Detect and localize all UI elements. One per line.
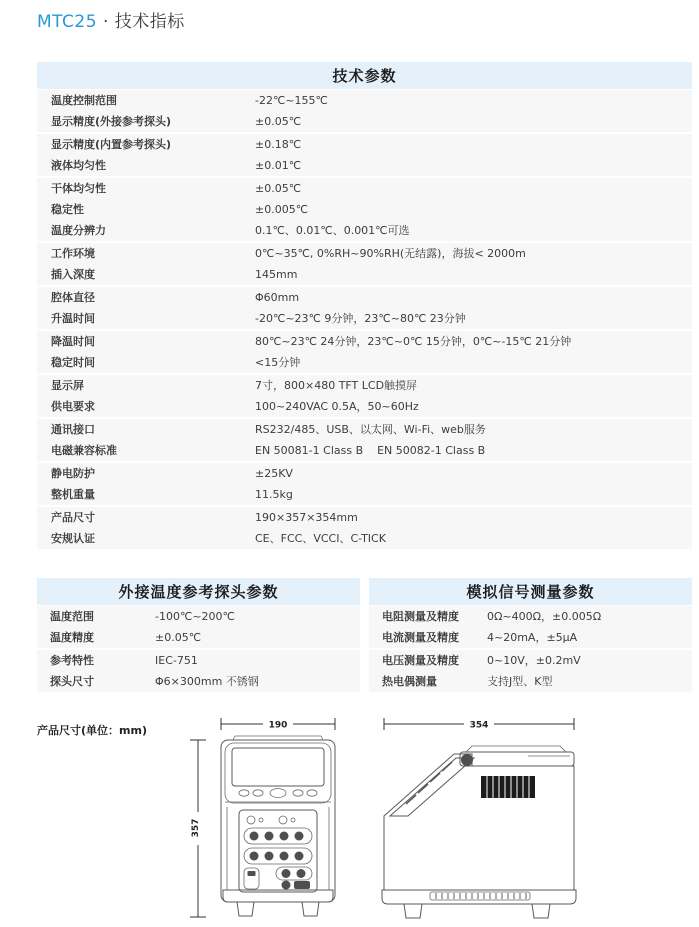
table-row <box>37 90 692 111</box>
table-row <box>37 396 692 417</box>
row-label: 参考特性 <box>50 654 94 667</box>
row-value: 4~20mA，±5μA <box>487 631 578 644</box>
row-label: 稳定时间 <box>51 356 95 369</box>
device-foot <box>404 904 422 918</box>
device-foot <box>302 902 319 916</box>
row-label: 升温时间 <box>51 312 95 325</box>
row-label: 电磁兼容标准 <box>51 444 117 457</box>
table-body <box>37 90 692 549</box>
row-value: CE、FCC、VCCI、C-TICK <box>255 532 386 545</box>
table-row <box>37 331 692 352</box>
row-value: 145mm <box>255 268 298 281</box>
connector-jack <box>297 869 306 878</box>
table-row <box>37 155 692 176</box>
table-row <box>37 627 360 648</box>
dimension-caption: 产品尺寸(单位：mm) <box>37 724 147 737</box>
table-row <box>37 375 692 396</box>
row-label: 液体均匀性 <box>51 159 106 172</box>
row-value: 100~240VAC 0.5A，50~60Hz <box>255 400 419 413</box>
connector-jack <box>295 832 304 841</box>
power-switch <box>294 881 310 889</box>
hinge-knob <box>461 754 473 766</box>
row-label: 温度范围 <box>50 610 94 623</box>
row-label: 探头尺寸 <box>50 675 94 688</box>
page-title <box>37 7 185 32</box>
row-group <box>37 331 692 373</box>
connector-jack <box>250 852 259 861</box>
side-view-drawing <box>368 712 590 926</box>
row-value: 80℃~23℃ 24分钟，23℃~0℃ 15分钟，0℃~-15℃ 21分钟 <box>255 335 572 348</box>
row-label: 电阻测量及精度 <box>382 610 459 623</box>
connector-jack <box>282 869 291 878</box>
row-value: ±0.05℃ <box>255 182 302 195</box>
row-label: 干体均匀性 <box>51 182 106 195</box>
row-group <box>37 650 360 692</box>
product-model: MTC25 <box>37 12 98 32</box>
row-label: 电流测量及精度 <box>382 631 459 644</box>
row-value: ±0.01℃ <box>255 159 302 172</box>
table-row <box>369 650 692 671</box>
row-value: IEC-751 <box>155 654 198 667</box>
table-row <box>37 671 360 692</box>
row-value: -22℃~155℃ <box>255 94 328 107</box>
table-row <box>37 484 692 505</box>
row-label: 温度分辨力 <box>51 224 106 237</box>
row-value: 0Ω~400Ω，±0.005Ω <box>487 610 602 623</box>
row-label: 热电偶测量 <box>382 675 437 688</box>
table-row <box>37 199 692 220</box>
row-group <box>37 134 692 176</box>
table-row <box>37 264 692 285</box>
device-front-outline <box>221 736 335 916</box>
table-row <box>37 650 360 671</box>
row-group <box>37 90 692 132</box>
width-dimension-line <box>221 718 335 731</box>
row-label: 安规认证 <box>51 532 95 545</box>
connector-jack <box>265 832 274 841</box>
row-value: ±0.05℃ <box>155 631 202 644</box>
row-label: 供电要求 <box>51 400 95 413</box>
display-screen <box>232 748 324 786</box>
external-probe-table <box>37 578 360 694</box>
table-row <box>369 606 692 627</box>
side-depth-label: 354 <box>469 720 489 731</box>
connector-jack <box>295 852 304 861</box>
device-foot <box>532 904 550 918</box>
table-row <box>37 528 692 549</box>
row-group <box>37 375 692 417</box>
table-row <box>37 606 360 627</box>
row-group <box>369 606 692 648</box>
table-row <box>37 134 692 155</box>
device-side-outline <box>382 746 576 918</box>
row-value: ±0.05℃ <box>255 115 302 128</box>
row-value: 支持J型、K型 <box>487 675 553 688</box>
row-value: 0.1℃、0.01℃、0.001℃可选 <box>255 224 410 237</box>
table-row <box>37 352 692 373</box>
row-label: 稳定性 <box>51 203 84 216</box>
row-label: 工作环境 <box>51 247 95 260</box>
row-group <box>369 650 692 692</box>
row-group <box>37 243 692 285</box>
row-label: 产品尺寸 <box>51 511 95 524</box>
row-label: 温度精度 <box>50 631 94 644</box>
depth-dimension-line <box>384 718 574 731</box>
row-label: 电压测量及精度 <box>382 654 459 667</box>
connector-jack <box>265 852 274 861</box>
row-group <box>37 287 692 329</box>
height-dimension-line <box>190 740 206 917</box>
row-label: 通讯接口 <box>51 423 95 436</box>
connector-jack <box>282 881 291 890</box>
table-row <box>37 419 692 440</box>
front-button <box>253 790 263 796</box>
row-value: 190×357×354mm <box>255 511 358 524</box>
table-body <box>37 606 360 692</box>
connector-jack <box>280 852 289 861</box>
row-label: 显示精度(内置参考探头) <box>51 138 172 151</box>
table-row <box>37 111 692 132</box>
display-bezel <box>225 743 331 803</box>
table-row <box>37 220 692 241</box>
connector-jack <box>280 832 289 841</box>
tilted-display-panel <box>390 758 474 816</box>
row-value: 0~10V，±0.2mV <box>487 654 581 667</box>
connector-panel <box>239 810 317 892</box>
table-body <box>369 606 692 692</box>
row-value: -100℃~200℃ <box>155 610 235 623</box>
row-value: EN 50081-1 Class B EN 50082-1 Class B <box>255 444 486 457</box>
table-row <box>37 243 692 264</box>
analog-signal-table <box>369 578 692 694</box>
table-row <box>37 440 692 461</box>
table-row <box>37 308 692 329</box>
row-group <box>37 606 360 648</box>
bottom-vent-slots <box>430 892 530 900</box>
table-row <box>37 463 692 484</box>
table-row <box>369 671 692 692</box>
row-value: -20℃~23℃ 9分钟，23℃~80℃ 23分钟 <box>255 312 466 325</box>
table-row <box>369 627 692 648</box>
page-title-suffix: · 技术指标 <box>97 12 185 32</box>
front-button <box>307 790 317 796</box>
row-label: 显示屏 <box>51 379 84 392</box>
row-group <box>37 463 692 505</box>
row-label: 腔体直径 <box>51 291 95 304</box>
row-value: Φ6×300mm 不锈钢 <box>155 675 259 688</box>
row-label: 降温时间 <box>51 335 95 348</box>
row-label: 静电防护 <box>51 467 95 480</box>
row-group <box>37 419 692 461</box>
row-value: ±25KV <box>255 467 293 480</box>
table-title: 模拟信号测量参数 <box>369 578 692 605</box>
row-value: 11.5kg <box>255 488 293 501</box>
table-row <box>37 178 692 199</box>
row-value: Φ60mm <box>255 291 300 304</box>
row-label: 整机重量 <box>51 488 95 501</box>
table-title: 技术参数 <box>37 62 692 89</box>
row-group <box>37 507 692 549</box>
device-foot <box>237 902 254 916</box>
row-value: RS232/485、USB、以太网、Wi-Fi、web服务 <box>255 423 486 436</box>
row-value: ±0.18℃ <box>255 138 302 151</box>
row-value: 7寸，800×480 TFT LCD触摸屏 <box>255 379 418 392</box>
row-label: 温度控制范围 <box>51 94 117 107</box>
row-value: <15分钟 <box>255 356 301 369</box>
front-button <box>293 790 303 796</box>
row-group <box>37 178 692 241</box>
table-title: 外接温度参考探头参数 <box>37 578 360 605</box>
row-value: ±0.005℃ <box>255 203 309 216</box>
row-value: 0℃~35℃, 0%RH~90%RH(无结露)，海拔< 2000m <box>255 247 526 260</box>
table-row <box>37 287 692 308</box>
front-knob <box>270 789 286 798</box>
table-row <box>37 507 692 528</box>
front-view-drawing <box>183 712 345 926</box>
connector-jack <box>250 832 259 841</box>
vent-grille <box>481 776 535 798</box>
front-button <box>239 790 249 796</box>
row-label: 显示精度(外接参考探头) <box>51 115 172 128</box>
front-height-label: 357 <box>191 818 201 838</box>
front-width-label: 190 <box>268 720 288 731</box>
technical-parameters-table <box>37 62 692 551</box>
row-label: 插入深度 <box>51 268 95 281</box>
